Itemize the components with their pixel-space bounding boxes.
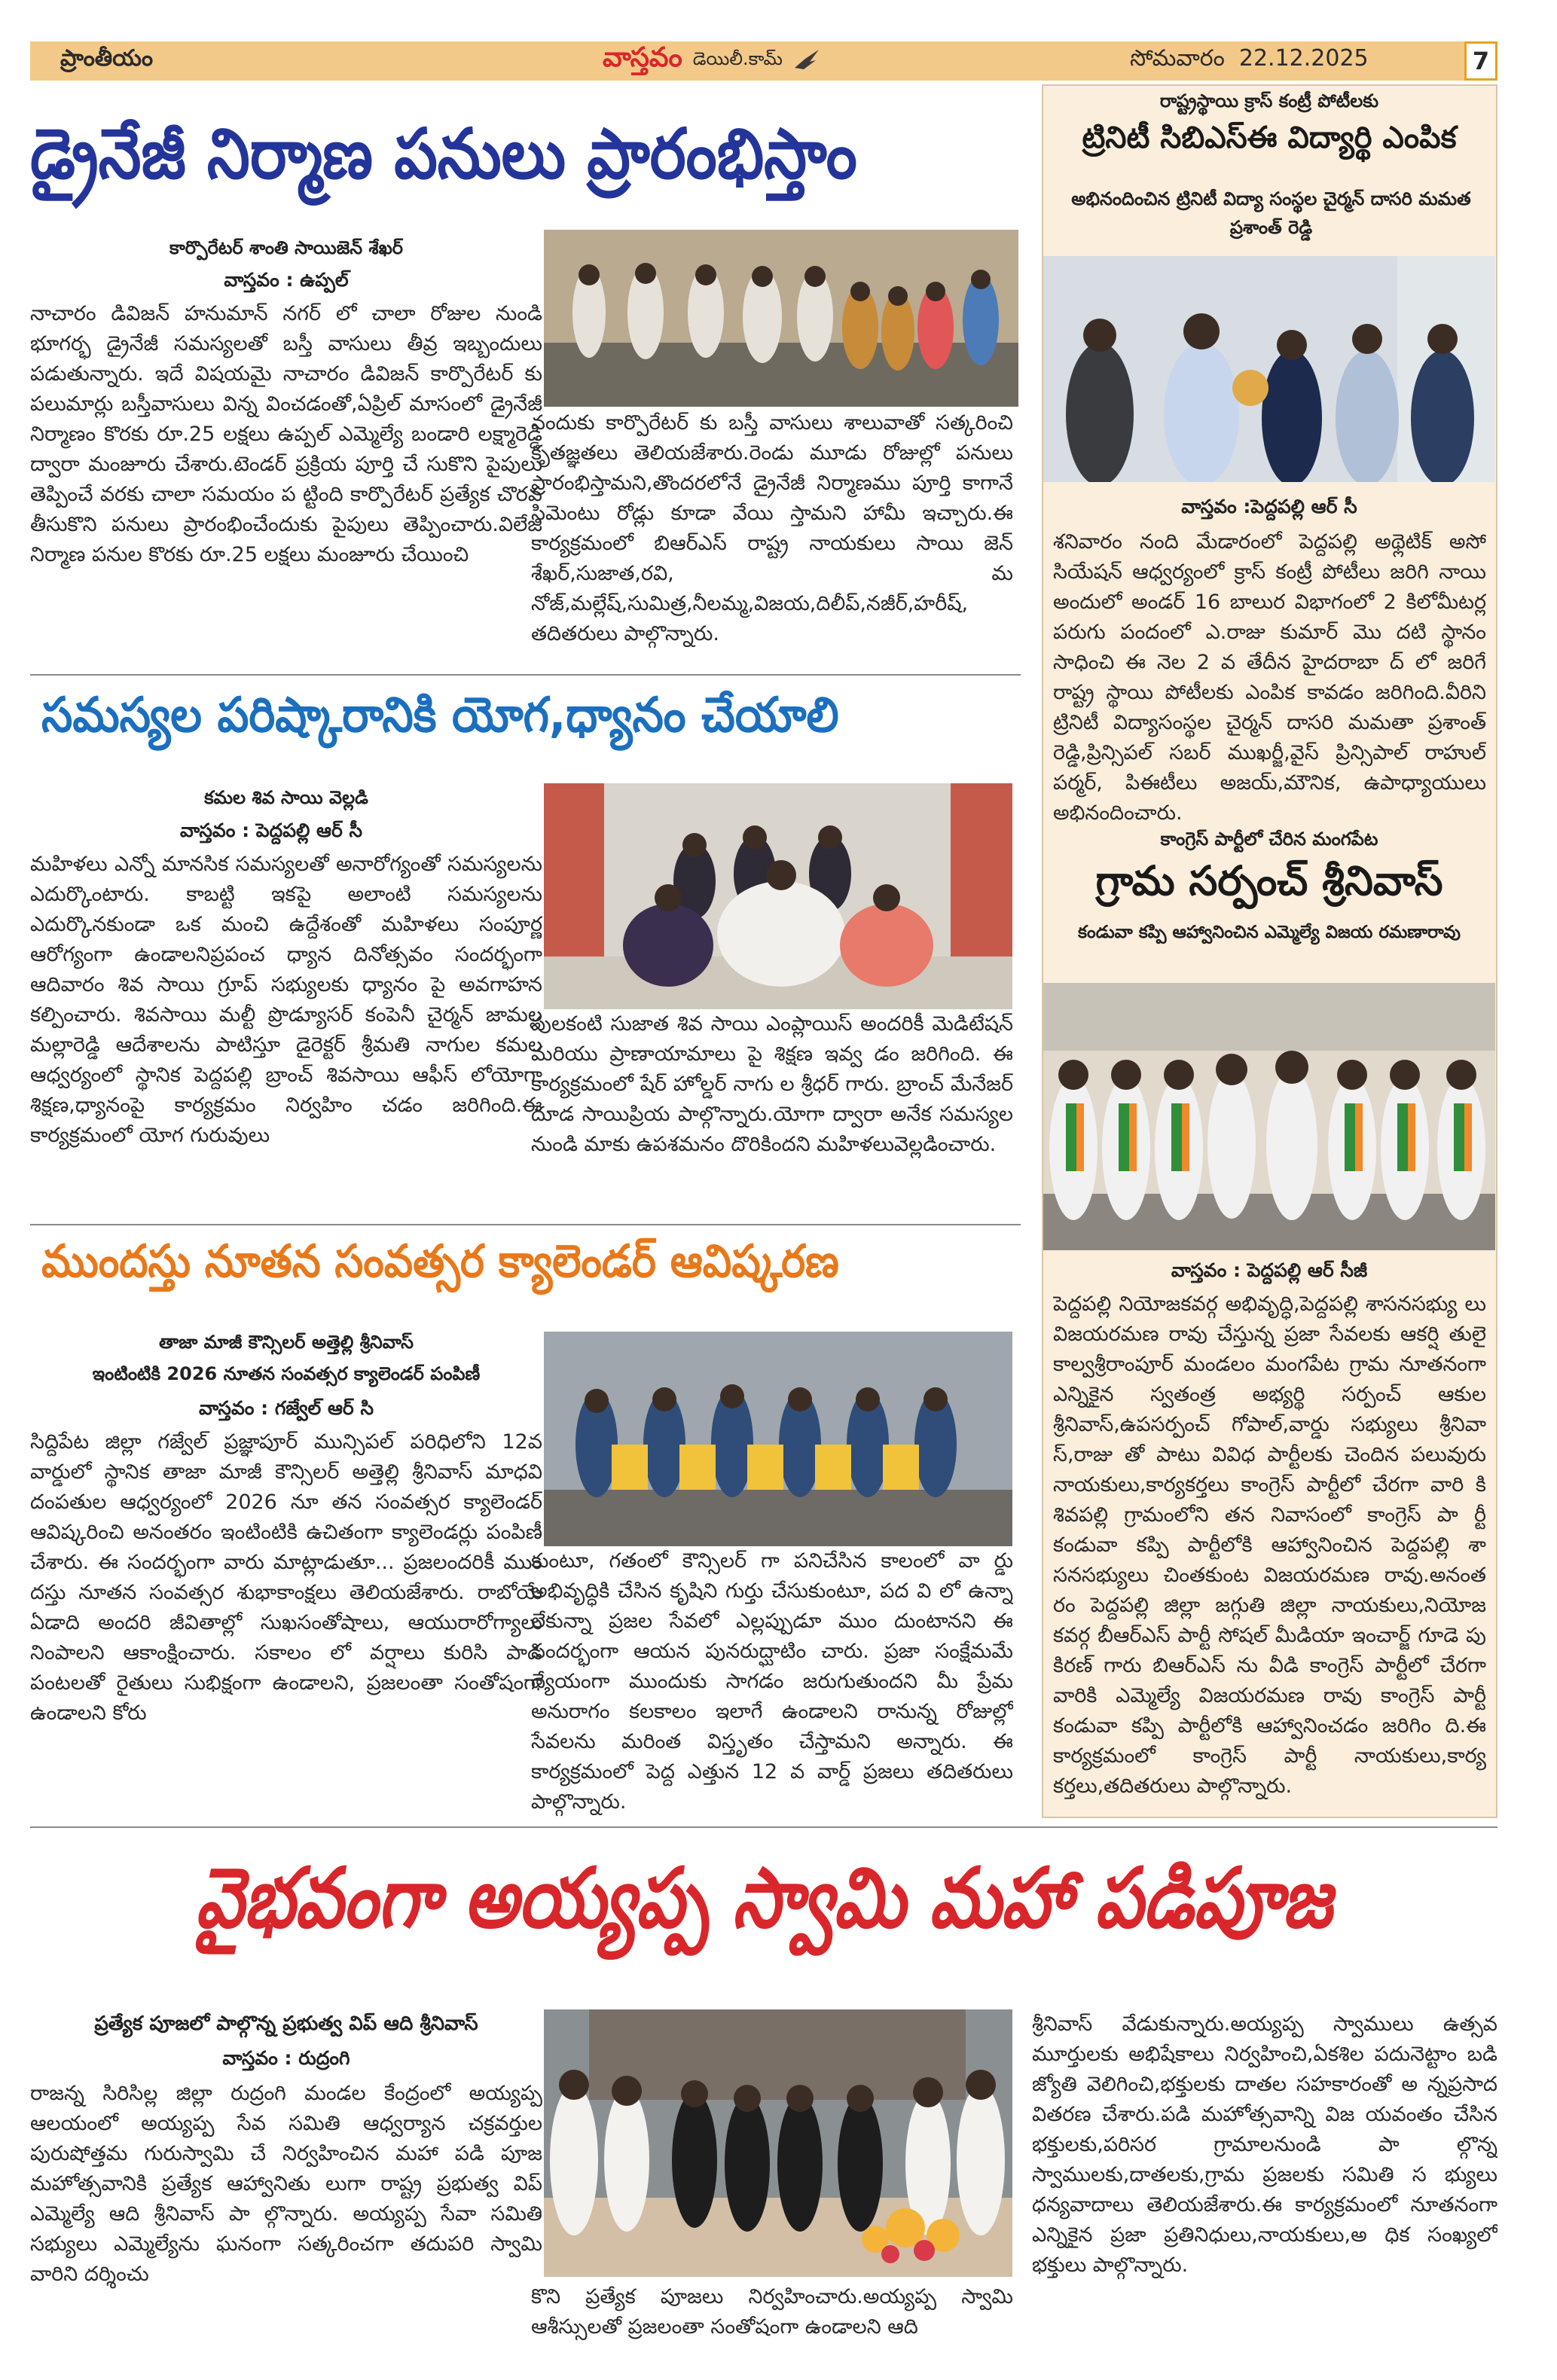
article-2-column-2: పులకంటి సుజాత శివ సాయి ఎంప్లాయిస్ అందరికీ మెడిటేషన్ మరియు ప్రాణాయామాలు పై శిక్షణ ఇవ్వ డం జరిగింది. ఈ కార్యక్రమంలో షేర్ హోల్డర్ నాగు ల శ్రీధర్ గారు. బ్రాంచ్ మేనేజర్ దూడ సాయిప్రియ పాల్గొన్నారు.యోగా ద్వారా అనేక సమస్యల నుండి మాకు ఉపశమనం దొరికిందని మహిళలువెల్లడించారు. [531,1012,1013,1156]
article-6-column-2: కొని ప్రత్యేక పూజలు నిర్వహించారు.అయ్యప్ప స్వామి ఆశీస్సులతో ప్రజలంతా సంతోషంగా ఉండాలని ఆది [531,2285,1013,2339]
article-3-photo [544,1332,1012,1546]
article-4-photo [1043,256,1495,482]
article-2-byline: కమల శివ సాయి వెల్లడి [204,787,368,808]
article-6-column-1: రాజన్న సిరిసిల్ల జిల్లా రుద్రంగి మండల కేంద్రంలో అయ్యప్ప ఆలయంలో అయ్యప్ప సేవ సమితి ఆధ్వర్యాన చక్రవర్తుల పురుషోత్తమ గురుస్వామి చే నిర్వహించిన మహా పడి పూజ మహోత్సవానికి ప్రత్యేక ఆహ్వానితు లుగా రాష్ట్ర ప్రభుత్వ విప్ ఎమ్మెల్యే ఆది శ్రీనివాస్ పా ల్గొన్నారు. అయ్యప్ప సేవా సమితి సభ్యులు ఎమ్మెల్యేను ఘనంగా సత్కరించగా తదుపరి స్వామి వారిని దర్శించు [30,2082,542,2286]
article-5-kicker: కాంగ్రెస్ పార్టీలో చేరిన మంగపేట [1160,828,1378,850]
article-3-column-2: కుంటూ, గతంలో కౌన్సిలర్ గా పనిచేసిన కాలంలో వా ర్డు అభివృద్ధికి చేసిన కృషిని గుర్తు చేసుకుంటూ, పద వి లో ఉన్నా లేకున్నా ప్రజల సేవలో ఎల్లప్పుడూ ముం దుంటానని ఈ సందర్భంగా ఆయన పునరుద్ఘాటిం చారు. ప్రజా సంక్షేమమే ధ్యేయంగా ముందుకు సాగడం జరుగుతుందని మీ ప్రేమ అనురాగం కలకాలం ఇలాగే ఉండాలని రానున్న రోజుల్లో సేవలను మరింత విస్తృతం చేస్తామని అన్నారు. ఈ కార్యక్రమంలో పెద్ద ఎత్తున 12 వ వార్డ్ ప్రజలు తదితరులు పాల్గొన్నారు. [531,1549,1013,1814]
article-1-column-2: నందుకు కార్పొరేటర్ కు బస్తీ వాసులు శాలువాతో సత్కరించి కృతజ్ఞతలు తెలియజేశారు.రెండు మూడు రోజుల్లో పనులు ప్రారంభిస్తామని,తొందరలోనే డ్రైనేజీ నిర్మాణము పూర్తి కాగానే సిమెంటు రోడ్లు కూడా వేయి స్తామని హామీ ఇచ్చారు.ఈ కార్యక్రమంలో బిఆర్ఎస్ రాష్ట్ర నాయకులు సాయి జెన్ శేఖర్,సుజాత,రవి, మ నోజ్,మల్లేష్,సుమిత్ర,నీలమ్మ,విజయ,దిలీప్,నజీర్,హరీష్, తదితరులు పాల్గొన్నారు. [531,411,1013,645]
article-1-column-1: నాచారం డివిజన్ హనుమాన్ నగర్ లో చాలా రోజుల నుండి భూగర్భ డ్రైనేజీ సమస్యలతో బస్తీ వాసులు తీవ్ర ఇబ్బందులు పడుతున్నారు. ఇదే విషయమై నాచారం డివిజన్ కార్పొరేటర్ కు పలుమార్లు బస్తీవాసులు విన్న వించడంతో,ఏప్రిల్ మాసంలో డ్రైనేజీ నిర్మాణం కొరకు రూ.25 లక్షలు ఉప్పల్ ఎమ్మెల్యే బండారి లక్ష్మారెడ్డి ద్వారా మంజూరు చేశారు.టెండర్ ప్రక్రియ పూర్తి చే సుకొని పైపులు తెప్పించే వరకు చాలా సమయం ప ట్టింది కార్పొరేటర్ ప్రత్యేక చొరవ తీసుకొని పనులు ప్రారంభించేందుకు పైపులు తెప్పించారు.విలేజి నిర్మాణ పనుల కొరకు రూ.25 లక్షలు మంజూరు చేయించి [30,302,542,566]
article-5-subhead: కండువా కప్పి ఆహ్వానించిన ఎమ్మెల్యే విజయ రమణారావు [1078,923,1461,942]
article-6-byline: ప్రత్యేక పూజలో పాల్గొన్న ప్రభుత్వ విప్ ఆది శ్రీనివాస్ [94,2012,478,2035]
article-4-kicker: రాష్ట్రస్థాయి క్రాస్ కంట్రీ పోటీలకు [1159,90,1379,111]
article-1-dateline: వాస్తవం : ఉప్పల్ [224,269,349,291]
masthead [603,42,820,80]
article-5-headline: గ్రామ సర్పంచ్ శ్రీనివాస్ [1095,857,1443,905]
article-3-column-1: సిద్దిపేట జిల్లా గజ్వేల్ ప్రజ్ఞాపూర్ మున్సిపల్ పరిధిలోని 12వ వార్డులో స్థానిక తాజా మాజీ కౌన్సిలర్ అత్తెల్లి శ్రీనివాస్ మాధవి దంపతుల ఆధ్వర్యంలో 2026 నూ తన సంవత్సర క్యాలెండర్ ఆవిష్కరించి అనంతరం ఇంటింటికి ఉచితంగా క్యాలెండర్లు పంపిణీ చేశారు. ఈ సందర్భంగా వారు మాట్లాడుతూ... ప్రజలందరికీ ముం దస్తు నూతన సంవత్సర శుభాకాంక్షలు తెలియజేశారు. రాబోయే ఏడాది అందరి జీవితాల్లో సుఖసంతోషాలు, ఆయురారోగ్యాలు నింపాలని ఆకాంక్షించారు. సకాలం లో వర్షాలు కురిసి పాడి పంటలతో రైతులు సుభిక్షంగా ఉండాలని, ప్రజలంతా సంతోషంగా ఉండాలని కోరు [30,1430,542,1725]
article-3-headline: ముందస్తు నూతన సంవత్సర క్యాలెండర్ ఆవిష్కరణ [41,1235,839,1288]
section-label: ప్రాంతీయం [60,45,154,72]
issue-date: సోమవారం 22.12.2025 [1130,45,1369,72]
divider-3 [30,1826,1497,1828]
article-6-dateline: వాస్తవం : రుద్రంగి [222,2047,350,2069]
article-1-headline: డ్రైనేజీ నిర్మాణ పనులు ప్రారంభిస్తాం [30,114,857,194]
article-5-body: పెద్దపల్లి నియోజకవర్గ అభివృద్ధి,పెద్దపల్లి శాసనసభ్యు లు విజయరమణ రావు చేస్తున్న ప్రజా సేవలకు ఆకర్షి తులై కాల్వశ్రీరాంపూర్ మండలం మంగపేట గ్రామ నూతనంగా ఎన్నికైన స్వతంత్ర అభ్యర్థి సర్పంచ్ ఆకుల శ్రీనివాస్,ఉపసర్పంచ్ గోపాల్,వార్డు సభ్యులు శ్రీనివా స్,రాజు తో పాటు వివిధ పార్టీలకు చెందిన పలువురు నాయకులు,కార్యకర్తలు కాంగ్రెస్ పార్టీలో చేరగా వారి కి శివపల్లి గ్రామంలోని తన నివాసంలో కాంగ్రెస్ పా ర్టీ కండువా కప్పి పార్టీలోకి ఆహ్వానించిన పెద్దపల్లి శా సనసభ్యులు చింతకుంట విజయరమణ రావు.అనంత రం పెద్దపల్లి జిల్లా జగ్గుతి జిల్లా నాయకులు,నియోజ కవర్గ బీఆర్ఎస్ పార్టీ సోషల్ మీడియా ఇంచార్జ్ గూడె పు కిరణ్ గారు బిఆర్ఎస్ ను వీడి కాంగ్రెస్ పార్టీలో చేరగా వారికి ఎమ్మెల్యే విజయరమణ రావు కాంగ్రెస్ పార్టీ కండువా కప్పి పార్టీలోకి ఆహ్వానించడం జరిగిం ది.ఈ కార్యక్రమంలో కాంగ్రెస్ పార్టీ నాయకులు,కార్య కర్తలు,తదితరులు పాల్గొన్నారు. [1053,1292,1486,1798]
article-1-byline: కార్పొరేటర్ శాంతి సాయిజెన్ శేఖర్ [169,237,404,258]
article-6-column-3: శ్రీనివాస్ వేడుకున్నారు.అయ్యప్ప స్వాములు ఉత్సవ మూర్తులకు అభిషేకాలు నిర్వహించి,ఏకశిల పదునెట్టాం బడి జ్యోతి వెలిగించి,భక్తులకు దాతల సహకారంతో అ న్నప్రసాద వితరణ చేశారు.పడి మహోత్సవాన్ని విజ యవంతం చేసిన భక్తులకు,పరిసర గ్రామాలనుండి పా ల్గొన్న స్వాములకు,దాతలకు,గ్రామ ప్రజలకు సమితి స భ్యులు ధన్యవాదాలు తెలియజేశారు.ఈ కార్యక్రమంలో నూతనంగా ఎన్నికైన ప్రజా ప్రతినిధులు,నాయకులు,అ ధిక సంఖ్యలో భక్తులు పాల్గొన్నారు. [1032,2012,1497,2277]
article-3-dateline: వాస్తవం : గజ్వేల్ ఆర్ సి [199,1397,374,1419]
divider-1 [30,674,1021,676]
article-6-headline: వైభవంగా అయ్యప్ప స్వామి మహా పడిపూజ [195,1850,1333,1946]
article-2-headline: సమస్యల పరిష్కారానికి యోగ,ధ్యానం చేయాలి [41,688,839,743]
article-2-column-1: మహిళలు ఎన్నో మానసిక సమస్యలతో అనారోగ్యంతో సమస్యలను ఎదుర్కొంటారు. కాబట్టి ఇకపై అలాంటి సమస్యలను ఎదుర్కొనకుండా ఒక మంచి ఉద్దేశంతో మహిళలు సంపూర్ణ ఆరోగ్యంగా ఉండాలనిప్రపంచ ధ్యాన దినోత్సవం సందర్భంగా ఆదివారం శివ సాయి గ్రూప్ సభ్యులకు ధ్యానం పై అవగాహన కల్పించారు. శివసాయి మల్టీ ప్రొడ్యూసర్ కంపెనీ చైర్మన్ జామల్ల మల్లారెడ్డి ఆదేశాలను పాటిస్తూ డైరెక్టర్ శ్రీమతి నాగుల కమల ఆధ్వర్యంలో స్థానిక పెద్దపల్లి బ్రాంచ్ శివసాయి ఆఫీస్ లోయోగా శిక్షణ,ధ్యానంపై కార్యక్రమం నిర్వహిం చడం జరిగింది.ఈ కార్యక్రమంలో యోగ గురువులు [30,853,542,1147]
divider-2 [30,1224,1021,1225]
article-1-photo [544,230,1018,407]
article-4-headline: ట్రినిటీ సిబిఎస్ఈ విద్యార్థి ఎంపిక [1082,121,1457,155]
article-6-photo [544,2009,1012,2277]
article-5-dateline: వాస్తవం : పెద్దపల్లి ఆర్ సీజీ [1171,1259,1368,1281]
page-number [1464,41,1497,81]
masthead-title: వాస్తవం [603,42,682,73]
page-number-value: 7 [1472,47,1490,75]
article-4-subhead: అభినందించిన ట్రినిటీ విద్యా సంస్థల చైర్మన్ దాసరి మమత ప్రశాంత్ రెడ్డి [1071,188,1471,238]
article-2-photo [544,783,1012,1009]
article-2-dateline: వాస్తవం : పెద్దపల్లి ఆర్ సీ [179,819,363,841]
article-3-byline-2: ఇంటింటికి 2026 నూతన సంవత్సర క్యాలెండర్ పంపిణీ [92,1363,481,1384]
article-5-photo [1043,983,1495,1250]
article-4-body: శనివారం నంది మేడారంలో పెద్దపల్లి అథ్లెటిక్ అసో సియేషన్ ఆధ్వర్యంలో క్రాస్ కంట్రీ పోటీలు జరిగి నాయి అందులో అండర్ 16 బాలుర విభాగంలో 2 కిలోమీటర్ల పరుగు పందంలో ఎ.రాజు కుమార్ మొ దటి స్థానం సాధించి ఈ నెల 2 వ తేదీన హైదరాబా ద్ లో జరిగే రాష్ట్ర స్థాయి పోటీలకు ఎంపిక కావడం జరిగింది.వీరిని ట్రినిటీ విద్యాసంస్థల చైర్మన్ దాసరి మమతా ప్రశాంత్ రెడ్డి,ప్రిన్సిపల్ సబర్ ముఖర్జీ,వైస్ ప్రిన్సిపాల్ రాహుల్ పర్మర్, పిఈటీలు అజయ్,మౌనిక, ఉపాధ్యాయులు అభినందించారు. [1053,530,1486,825]
article-3-byline-1: తాజా మాజీ కౌన్సిలర్ అత్తెల్లి శ్రీనివాస్ [158,1332,414,1353]
masthead-logo-icon [793,48,820,74]
article-4-dateline: వాస్తవం :పెద్దపల్లి ఆర్ సీ [1181,496,1357,517]
masthead-suffix: డెయిలీ.కామ్ [692,48,783,69]
